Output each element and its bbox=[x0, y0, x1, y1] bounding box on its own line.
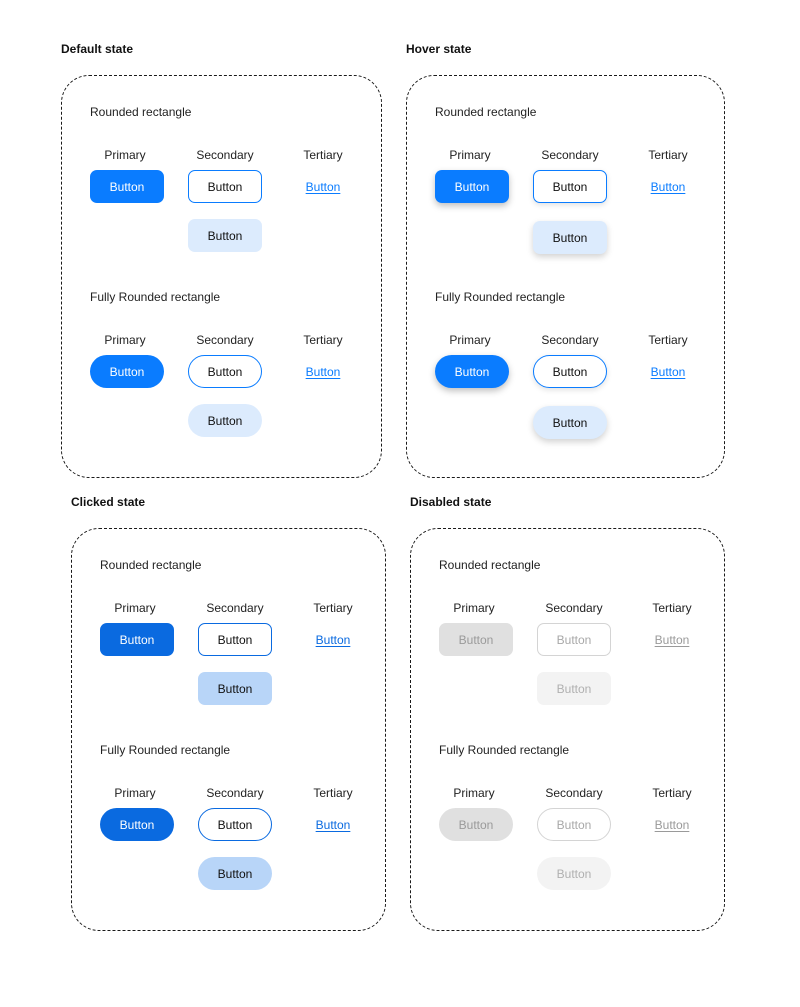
default-fully_rounded-tertiary-button[interactable]: Button bbox=[305, 365, 341, 379]
clicked-rounded-tertiary-button[interactable]: Button bbox=[315, 633, 351, 647]
clicked-fully_rounded-title: Fully Rounded rectangle bbox=[100, 743, 231, 757]
disabled-fully_rounded-secondary-soft-button: Button bbox=[537, 857, 611, 890]
disabled-rounded-tertiary-label: Tertiary bbox=[652, 601, 692, 615]
hover-fully_rounded-secondary-outline-button[interactable]: Button bbox=[533, 355, 607, 388]
hover-rounded-primary-label: Primary bbox=[449, 148, 491, 162]
disabled-rounded-secondary-label: Secondary bbox=[545, 601, 603, 615]
disabled-fully_rounded-title: Fully Rounded rectangle bbox=[439, 743, 570, 757]
hover-rounded-primary-button[interactable]: Button bbox=[435, 170, 509, 203]
disabled-rounded-primary-label: Primary bbox=[453, 601, 495, 615]
disabled-rounded-secondary-soft-button: Button bbox=[537, 672, 611, 705]
default-rounded-secondary-soft-button[interactable]: Button bbox=[188, 219, 262, 252]
default-rounded-tertiary-button[interactable]: Button bbox=[305, 180, 341, 194]
default-fully_rounded-secondary-label: Secondary bbox=[196, 333, 254, 347]
default-rounded-secondary-outline-button[interactable]: Button bbox=[188, 170, 262, 203]
clicked-rounded-primary-label: Primary bbox=[114, 601, 156, 615]
hover-fully_rounded-primary-button[interactable]: Button bbox=[435, 355, 509, 388]
default-fully_rounded-tertiary-label: Tertiary bbox=[303, 333, 343, 347]
clicked-fully_rounded-tertiary-button[interactable]: Button bbox=[315, 818, 351, 832]
disabled-fully_rounded-tertiary-button: Button bbox=[654, 818, 690, 832]
disabled-fully_rounded-secondary-outline-button: Button bbox=[537, 808, 611, 841]
hover-state-title: Hover state bbox=[406, 42, 472, 56]
hover-fully_rounded-title: Fully Rounded rectangle bbox=[435, 290, 566, 304]
clicked-rounded-title: Rounded rectangle bbox=[100, 558, 202, 572]
clicked-rounded-tertiary-label: Tertiary bbox=[313, 601, 353, 615]
disabled-fully_rounded-primary-label: Primary bbox=[453, 786, 495, 800]
default-state-title: Default state bbox=[61, 42, 134, 56]
disabled-rounded-primary-button: Button bbox=[439, 623, 513, 656]
clicked-fully_rounded-primary-button[interactable]: Button bbox=[100, 808, 174, 841]
disabled-fully_rounded-secondary-label: Secondary bbox=[545, 786, 603, 800]
hover-rounded-secondary-label: Secondary bbox=[541, 148, 599, 162]
clicked-rounded-secondary-outline-button[interactable]: Button bbox=[198, 623, 272, 656]
hover-fully_rounded-primary-label: Primary bbox=[449, 333, 491, 347]
default-rounded-title: Rounded rectangle bbox=[90, 105, 192, 119]
default-fully_rounded-title: Fully Rounded rectangle bbox=[90, 290, 221, 304]
hover-fully_rounded-tertiary-label: Tertiary bbox=[648, 333, 688, 347]
hover-rounded-secondary-soft-button[interactable]: Button bbox=[533, 221, 607, 254]
disabled-rounded-tertiary-button: Button bbox=[654, 633, 690, 647]
default-fully_rounded-secondary-soft-button[interactable]: Button bbox=[188, 404, 262, 437]
disabled-state-title: Disabled state bbox=[410, 495, 492, 509]
hover-rounded-title: Rounded rectangle bbox=[435, 105, 537, 119]
default-rounded-secondary-label: Secondary bbox=[196, 148, 254, 162]
clicked-rounded-primary-button[interactable]: Button bbox=[100, 623, 174, 656]
clicked-rounded-secondary-soft-button[interactable]: Button bbox=[198, 672, 272, 705]
hover-rounded-secondary-outline-button[interactable]: Button bbox=[533, 170, 607, 203]
default-fully_rounded-primary-button[interactable]: Button bbox=[90, 355, 164, 388]
default-fully_rounded-secondary-outline-button[interactable]: Button bbox=[188, 355, 262, 388]
disabled-rounded-secondary-outline-button: Button bbox=[537, 623, 611, 656]
default-rounded-tertiary-label: Tertiary bbox=[303, 148, 343, 162]
clicked-fully_rounded-tertiary-label: Tertiary bbox=[313, 786, 353, 800]
clicked-fully_rounded-secondary-outline-button[interactable]: Button bbox=[198, 808, 272, 841]
hover-fully_rounded-tertiary-button[interactable]: Button bbox=[650, 365, 686, 379]
clicked-fully_rounded-primary-label: Primary bbox=[114, 786, 156, 800]
hover-rounded-tertiary-label: Tertiary bbox=[648, 148, 688, 162]
hover-fully_rounded-secondary-label: Secondary bbox=[541, 333, 599, 347]
disabled-fully_rounded-tertiary-label: Tertiary bbox=[652, 786, 692, 800]
clicked-fully_rounded-secondary-soft-button[interactable]: Button bbox=[198, 857, 272, 890]
default-rounded-primary-button[interactable]: Button bbox=[90, 170, 164, 203]
clicked-rounded-secondary-label: Secondary bbox=[206, 601, 264, 615]
clicked-state-title: Clicked state bbox=[71, 495, 146, 509]
default-fully_rounded-primary-label: Primary bbox=[104, 333, 146, 347]
default-rounded-primary-label: Primary bbox=[104, 148, 146, 162]
disabled-fully_rounded-primary-button: Button bbox=[439, 808, 513, 841]
hover-rounded-tertiary-button[interactable]: Button bbox=[650, 180, 686, 194]
disabled-rounded-title: Rounded rectangle bbox=[439, 558, 541, 572]
clicked-fully_rounded-secondary-label: Secondary bbox=[206, 786, 264, 800]
hover-fully_rounded-secondary-soft-button[interactable]: Button bbox=[533, 406, 607, 439]
